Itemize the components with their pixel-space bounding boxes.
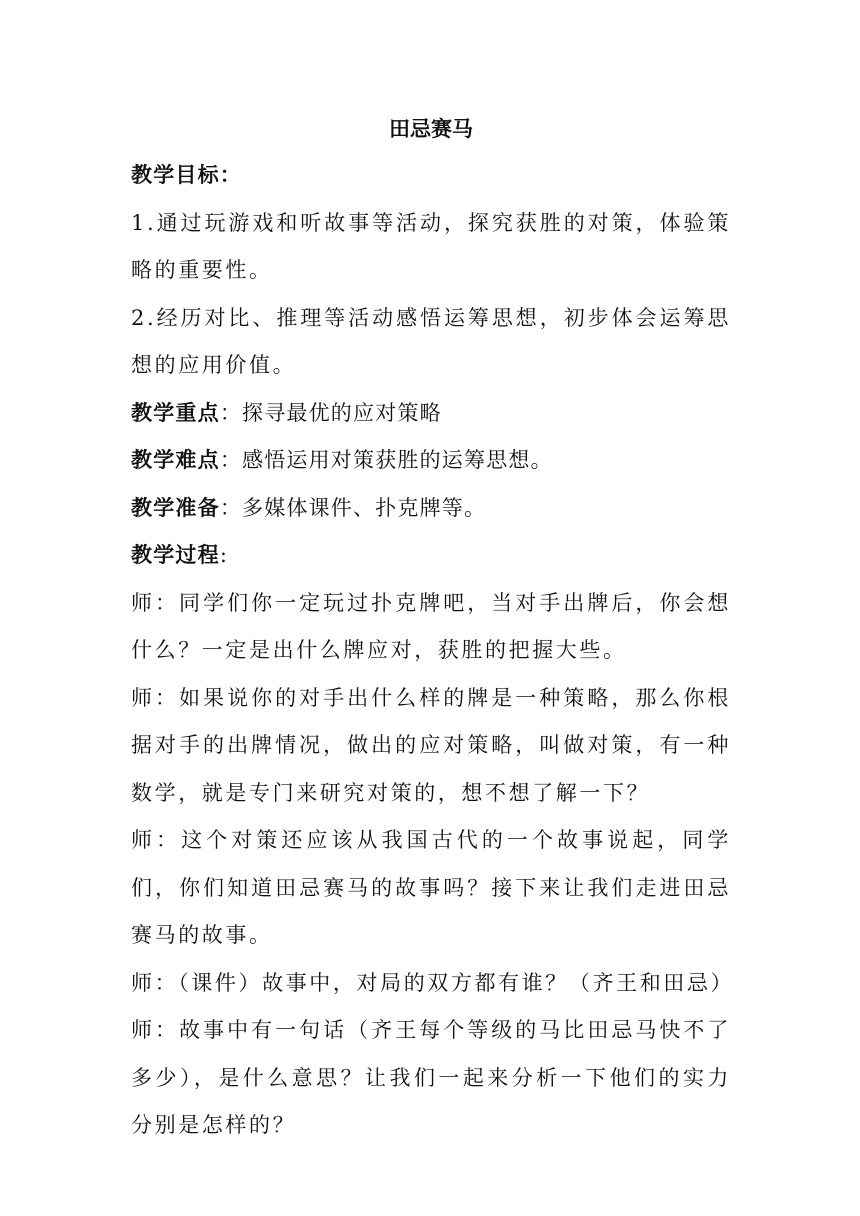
- process-heading-label: 教学过程: [131, 543, 220, 567]
- preparation-text: ：多媒体课件、扑克牌等。: [219, 495, 487, 520]
- difficulty-line: [131, 437, 731, 485]
- key-point-text: ：探寻最优的应对策略: [219, 400, 442, 425]
- process-paragraph: 师：（课件）故事中，对局的双方都有谁？（齐王和田忌）: [131, 970, 735, 995]
- difficulty-label: 教学难点: [131, 448, 220, 472]
- preparation-line: [131, 485, 731, 533]
- process-paragraph: 师：同学们你一定玩过扑克牌吧，当对手出牌后，你会想什么？一定是出什么牌应对，获胜的把握大些。: [131, 590, 731, 662]
- objective-item-2: 2.经历对比、推理等活动感悟运筹思想，初步体会运筹思想的应用价值。: [131, 305, 731, 377]
- objectives-heading: 教学目标：: [131, 163, 242, 187]
- process-paragraph: 师：这个对策还应该从我国古代的一个故事说起，同学们，你们知道田忌赛马的故事吗？接下来让我们走进田忌赛马的故事。: [131, 828, 731, 947]
- key-point-line: [131, 390, 731, 438]
- preparation-label: 教学准备: [131, 495, 220, 520]
- objective-item-1: 1.通过玩游戏和听故事等活动，探究获胜的对策，体验策略的重要性。: [131, 210, 731, 282]
- process-heading-colon: :: [219, 543, 229, 567]
- document-body: [131, 110, 735, 1150]
- process-paragraph: 师：如果说你的对手出什么样的牌是一种策略，那么你根据对手的出牌情况，做出的应对策略，叫做对策，有一种数学，就是专门来研究对策的，想不想了解一下？: [131, 685, 731, 805]
- key-point-label: 教学重点: [131, 400, 220, 425]
- document-title: 田忌赛马: [389, 117, 473, 141]
- difficulty-text: ：感悟运用对策获胜的运筹思想。: [219, 448, 553, 472]
- process-heading: [131, 532, 731, 580]
- process-paragraph: 师：故事中有一句话（齐王每个等级的马比田忌马快不了多少），是什么意思？让我们一起来分析一下他们的实力分别是怎样的？: [131, 1018, 731, 1137]
